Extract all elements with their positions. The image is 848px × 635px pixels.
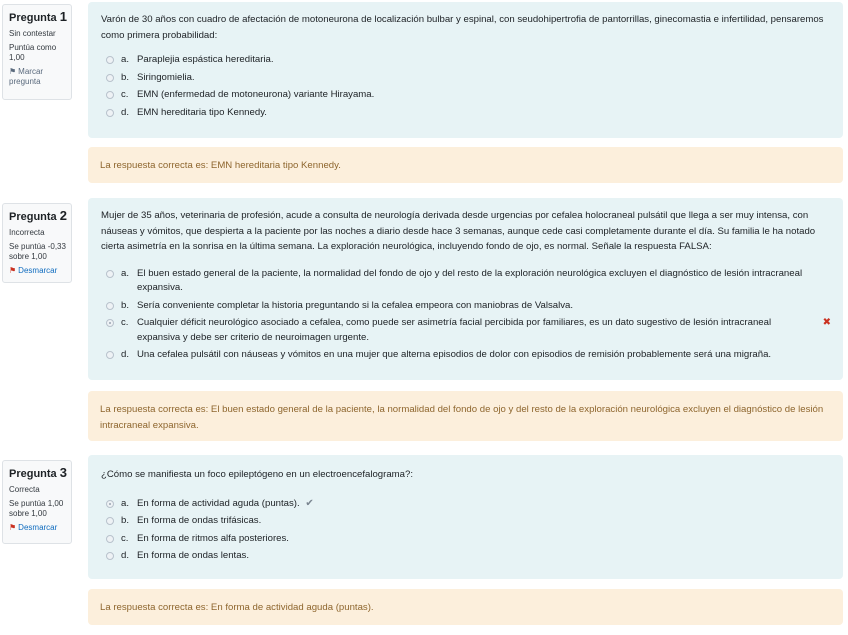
- answer-option[interactable]: d. Una cefalea pulsátil con náuseas y vómitos en una mujer que alterna episodios de dolor con episodios de remisión probablemente será una migraña.: [101, 348, 831, 363]
- radio-button[interactable]: [106, 302, 114, 310]
- question-state: Incorrecta: [9, 228, 45, 237]
- radio-button-checked[interactable]: [106, 500, 114, 508]
- question-text: Mujer de 35 años, veterinaria de profesión, acude a consulta de neurología derivada desde urgencias por cefalea holocraneal pulsátil que llega a ser muy intensa, con náuseas y vómitos, que despierta a la paciente por las noches a diario desde hace 3 semanas, aunque cede casi completamente durante el día. Su familia le ha notado cierta asimetría en la sonrisa en la última semana. La exploración neurológica, incluyendo fondo de ojo, es normal. Señale la respuesta FALSA:: [101, 210, 816, 252]
- question-formulation: [88, 2, 843, 138]
- answer-list: [101, 267, 831, 363]
- unflag-question-link[interactable]: ⚑ Desmarcar: [9, 523, 58, 532]
- question-info: [2, 460, 72, 544]
- radio-button[interactable]: [106, 351, 114, 359]
- answer-option-selected[interactable]: a. En forma de actividad aguda (puntas). ✔: [101, 497, 831, 512]
- correct-check-icon: ✔: [305, 497, 314, 509]
- answer-option[interactable]: b. Sería conveniente completar la historia preguntando si la cefalea empeora con maniobras de Valsalva.: [101, 299, 831, 314]
- radio-button[interactable]: [106, 74, 114, 82]
- flag-icon: ⚑: [9, 266, 17, 275]
- radio-button-checked[interactable]: [106, 319, 114, 327]
- answer-list: [101, 497, 831, 564]
- radio-button[interactable]: [106, 552, 114, 560]
- question-number: Pregunta 2: [9, 208, 67, 223]
- answer-option[interactable]: a. El buen estado general de la paciente, la normalidad del fondo de ojo y del resto de la exploración neurológica excluyen el diagnóstico de lesión intracraneal expansiva.: [101, 267, 831, 296]
- answer-list: [101, 53, 831, 120]
- answer-option[interactable]: b. En forma de ondas trifásicas.: [101, 514, 831, 529]
- flag-icon: ⚑: [9, 523, 17, 532]
- question-grade: Se puntúa -0,33 sobre 1,00: [9, 242, 66, 261]
- question-state: Correcta: [9, 485, 40, 494]
- question-number: Pregunta 3: [9, 465, 67, 480]
- radio-button[interactable]: [106, 56, 114, 64]
- correct-answer-feedback: La respuesta correcta es: En forma de actividad aguda (puntas).: [88, 589, 843, 625]
- unflag-question-link[interactable]: ⚑ Desmarcar: [9, 266, 58, 275]
- question-formulation: [88, 455, 843, 579]
- correct-answer-feedback: La respuesta correcta es: EMN hereditaria tipo Kennedy.: [88, 147, 843, 183]
- answer-option[interactable]: d. En forma de ondas lentas.: [101, 549, 831, 564]
- answer-option[interactable]: b. Siringomielia.: [101, 71, 831, 86]
- incorrect-icon: ✖: [822, 317, 831, 328]
- flag-question-link[interactable]: ⚑ Marcar pregunta: [9, 67, 44, 86]
- answer-option[interactable]: a. Paraplejia espástica hereditaria.: [101, 53, 831, 68]
- question-text: ¿Cómo se manifiesta un foco epileptógeno en un electroencefalograma?:: [101, 469, 413, 480]
- correct-answer-feedback: La respuesta correcta es: El buen estado general de la paciente, la normalidad del fondo de ojo y del resto de la exploración neurológica excluyen el diagnóstico de lesión intracraneal expansiva.: [88, 391, 843, 441]
- flag-icon: ⚑: [9, 67, 17, 76]
- radio-button[interactable]: [106, 517, 114, 525]
- question-formulation: [88, 198, 843, 380]
- question-info: [2, 203, 72, 283]
- answer-option[interactable]: d. EMN hereditaria tipo Kennedy.: [101, 106, 831, 121]
- radio-button[interactable]: [106, 109, 114, 117]
- radio-button[interactable]: [106, 535, 114, 543]
- question-grade: Puntúa como 1,00: [9, 43, 57, 62]
- answer-option[interactable]: c. En forma de ritmos alfa posteriores.: [101, 532, 831, 547]
- question-grade: Se puntúa 1,00 sobre 1,00: [9, 499, 64, 518]
- radio-button[interactable]: [106, 270, 114, 278]
- question-text: Varón de 30 años con cuadro de afectación de motoneurona de localización bulbar y espinal, con seudohipertrofia de pantorrillas, ginecomastia e infertilidad, pensaremos como primera probabilidad:: [101, 14, 824, 41]
- question-state: Sin contestar: [9, 29, 56, 38]
- radio-button[interactable]: [106, 91, 114, 99]
- question-info: [2, 4, 72, 100]
- answer-option[interactable]: c. EMN (enfermedad de motoneurona) variante Hirayama.: [101, 88, 831, 103]
- answer-option-selected[interactable]: c. Cualquier déficit neurológico asociado a cefalea, como puede ser asimetría facial percibida por familiares, es un dato sugestivo de lesión intracraneal expansiva y debe ser criterio de neuroimagen urgente. ✖: [101, 316, 831, 345]
- question-number: Pregunta 1: [9, 9, 67, 24]
